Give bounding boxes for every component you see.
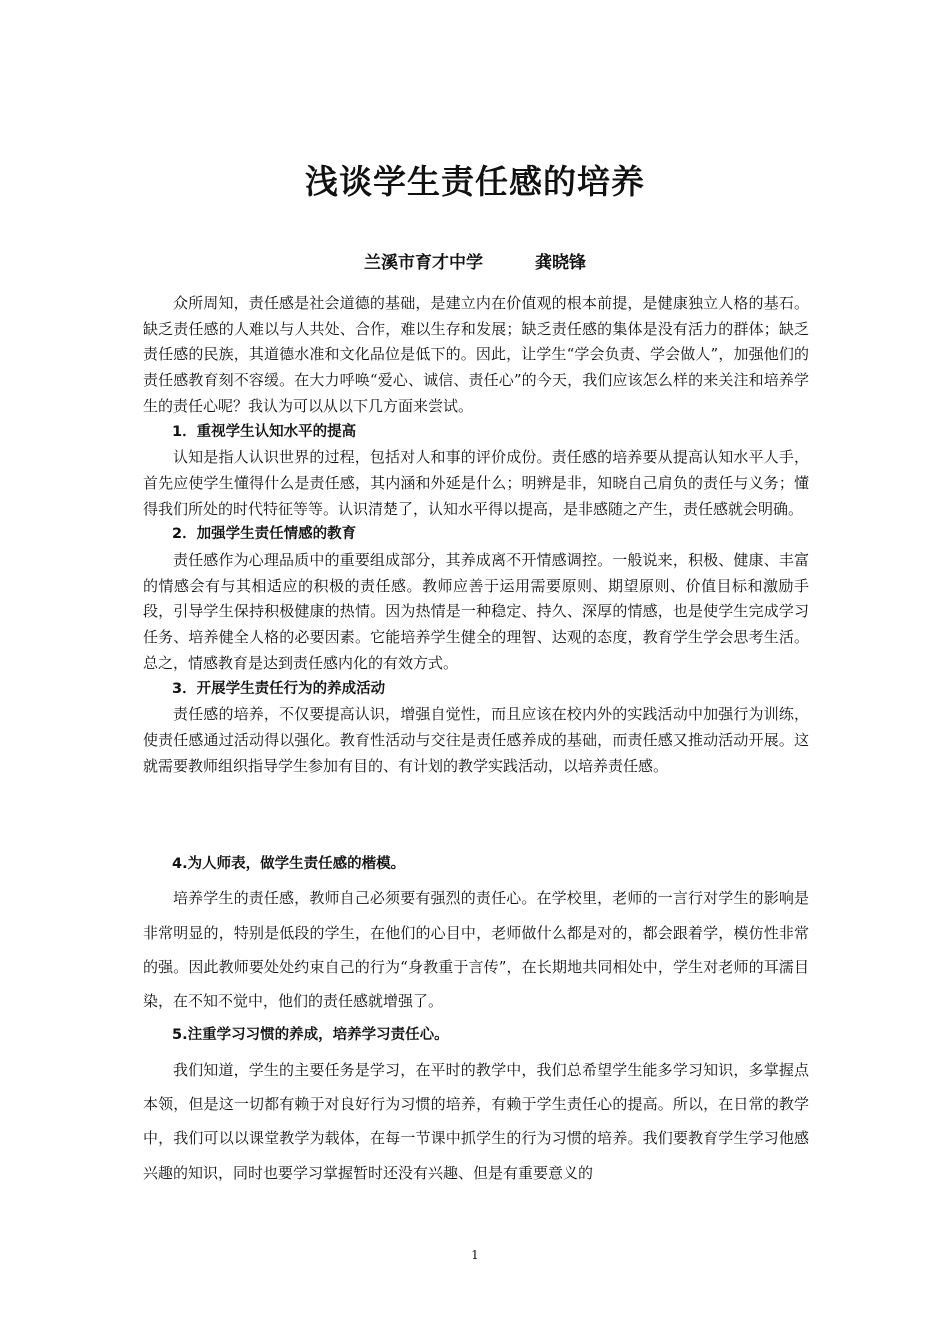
section-heading-4: 4.为人师表，做学生责任感的楷模。 xyxy=(172,856,406,872)
section-heading-3: 3．开展学生责任行为的养成活动 xyxy=(172,680,386,697)
section-paragraph-5: 我们知道，学生的主要任务是学习，在平时的教学中，我们总希望学生能多学习知识，多掌握点本领，但是这一切都有赖于对良好行为习惯的培养，有赖于学生责任心的提高。所以，在日常的教学中，我们可以以课堂教学为载体，在每一节课中抓学生的行为习惯的培养。我们要教育学生学习他感兴趣的知识，同时也要学习掌握暂时还没有兴趣、但是有重要意义的 xyxy=(143,1060,809,1182)
section-heading-2: 2．加强学生责任情感的教育 xyxy=(172,526,357,543)
author-name: 龚晓锋 xyxy=(535,253,586,273)
section-paragraph-4: 培养学生的责任感，教师自己必须要有强烈的责任心。在学校里，老师的一言行对学生的影响是非常明显的，特别是低段的学生，在他们的心目中，老师做什么都是对的，都会跟着学，模仿性非常的强。因此教师要处处约束自己的行为“身教重于言传”，在长期地共同相处中，学生对老师的耳濡目染，在不知不觉中，他们的责任感就增强了。 xyxy=(143,889,809,1011)
body-text-lower xyxy=(143,847,809,1190)
body-text-upper xyxy=(143,291,809,779)
page-number: 1 xyxy=(471,1248,479,1262)
school-name: 兰溪市育才中学 xyxy=(364,253,483,273)
section-paragraph-3: 责任感的培养，不仅要提高认识，增强自觉性，而且应该在校内外的实践活动中加强行为训练，使责任感通过活动得以强化。教育性活动与交往是责任感养成的基础，而责任感又推动活动开展。这就需要教师组织指导学生参加有目的、有计划的教学实践活动，以培养责任感。 xyxy=(143,705,809,775)
author-byline xyxy=(0,250,950,276)
section-heading-1: 1．重视学生认知水平的提高 xyxy=(172,423,357,440)
intro-paragraph: 众所周知，责任感是社会道德的基础，是建立内在价值观的根本前提，是健康独立人格的基石。缺乏责任感的人难以与人共处、合作，难以生存和发展；缺乏责任感的集体是没有活力的群体；缺乏责任感的民族，其道德水准和文化品位是低下的。因此，让学生“学会负责、学会做人”，加强他们的责任感教育刻不容缓。在大力呼唤“爱心、诚信、责任心”的今天，我们应该怎么样的来关注和培养学生的责任心呢？我认为可以从以下几方面来尝试。 xyxy=(143,294,809,415)
section-paragraph-2: 责任感作为心理品质中的重要组成部分，其养成离不开情感调控。一般说来，积极、健康、丰富的情感会有与其相适应的积极的责任感。教师应善于运用需要原则、期望原则、价值目标和激励手段，引导学生保持积极健康的热情。因为热情是一种稳定、持久、深厚的情感，也是使学生完成学习任务、培养健全人格的必要因素。它能培养学生健全的理智、达观的态度，教育学生学会思考生活。总之，情感教育是达到责任感内化的有效方式。 xyxy=(143,551,809,672)
section-heading-5: 5.注重学习习惯的养成，培养学习责任心。 xyxy=(172,1027,449,1044)
document-title: 浅谈学生责任感的培养 xyxy=(305,162,645,201)
section-paragraph-1: 认知是指人认识世界的过程，包括对人和事的评价成份。责任感的培养要从提高认知水平人手，首先应使学生懂得什么是责任感，其内涵和外延是什么；明辨是非，知晓自己肩负的责任与义务；懂得我们所处的时代特征等等。认识清楚了，认知水平得以提高，是非感随之产生，责任感就会明确。 xyxy=(143,448,809,518)
